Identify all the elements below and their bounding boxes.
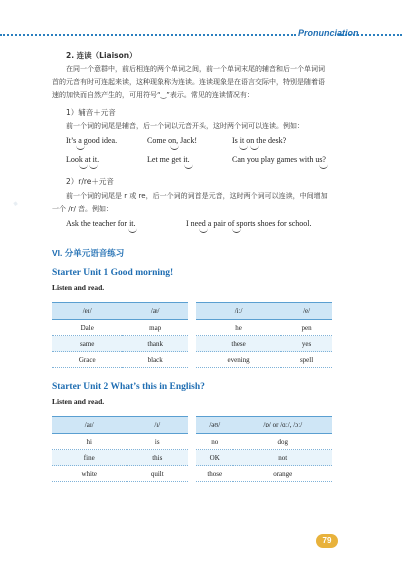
liaison-mark <box>184 164 193 169</box>
unit2-left-table <box>52 416 188 482</box>
word-cell: orange <box>233 466 332 482</box>
word-cell: yes <box>281 336 332 352</box>
sub1-title: 1）辅音＋元音 <box>66 108 116 117</box>
word-cell: hi <box>52 434 127 450</box>
word-cell: quilt <box>127 466 189 482</box>
phoneme-header: /əʊ/ <box>196 417 233 434</box>
example-2: Come on, Jack! <box>147 136 197 145</box>
liaison-mark <box>128 228 137 233</box>
liaison-mark <box>170 145 179 150</box>
phoneme-header: /ɒ/ or /ɑː/, /ɔː/ <box>233 417 332 434</box>
word-cell: dog <box>233 434 332 450</box>
example-1: It’s a good idea. <box>66 136 118 145</box>
word-cell: is <box>127 434 189 450</box>
unit1-listen: Listen and read. <box>52 283 105 292</box>
liaison-para-line-2: 首的元音有时可连起来读，这种现象称为连读。连读现象是在语言交际中，特别是随着语 <box>52 78 325 86</box>
sub1-desc: 前一个词的词尾是辅音，后一个词以元音开头，这时两个词可以连读。例如： <box>66 122 304 130</box>
word-cell: Dale <box>52 320 122 336</box>
word-cell: map <box>122 320 188 336</box>
phoneme-header: /e/ <box>281 303 332 320</box>
watermark: . <box>4 189 23 212</box>
example-3: Is it on the desk? <box>232 136 287 145</box>
example-5: Let me get it. <box>147 155 190 164</box>
example-7: Ask the teacher for it. <box>66 219 136 228</box>
section-title: VI. 分单元语音练习 <box>52 248 125 258</box>
word-cell: this <box>127 450 189 466</box>
unit2-title: Starter Unit 2 What’s this in English? <box>52 382 205 392</box>
phoneme-header: /eɪ/ <box>52 303 122 320</box>
phoneme-header: /iː/ <box>196 303 281 320</box>
page-number: 79 <box>316 534 338 548</box>
liaison-heading: 2. 连读（Liaison） <box>66 51 137 60</box>
phoneme-header: /aɪ/ <box>52 417 127 434</box>
sub2-desc-2: 一个 /r/ 音。例如： <box>52 205 114 213</box>
word-cell: these <box>196 336 281 352</box>
word-cell: black <box>122 352 188 368</box>
word-cell: white <box>52 466 127 482</box>
unit2-right-table <box>196 416 332 482</box>
example-4: Look at it. <box>66 155 100 164</box>
header-dotted-rule-right <box>338 34 402 36</box>
liaison-mark <box>76 145 85 150</box>
liaison-mark <box>319 164 328 169</box>
liaison-mark <box>232 228 241 233</box>
liaison-mark <box>250 145 259 150</box>
word-cell: evening <box>196 352 281 368</box>
word-cell: same <box>52 336 122 352</box>
word-cell: spell <box>281 352 332 368</box>
word-cell: OK <box>196 450 233 466</box>
phoneme-header: /ɪ/ <box>127 417 189 434</box>
liaison-para-line-1: 在同一个意群中，前后相连的两个单词之间，前一个单词末尾的辅音和后一个单词词 <box>66 65 325 73</box>
sub2-desc-1: 前一个词的词尾是 r 或 re，后一个词的词首是元音，这时两个词可以连读，中间增加 <box>66 192 328 200</box>
liaison-mark <box>89 164 98 169</box>
word-cell: pen <box>281 320 332 336</box>
liaison-para-line-3: 速的加快而自然产生的，可用符号“‿”表示。常见的连读情况有： <box>52 91 254 99</box>
unit2-listen: Listen and read. <box>52 397 105 406</box>
unit1-left-table <box>52 302 188 368</box>
word-cell: not <box>233 450 332 466</box>
liaison-mark <box>199 228 208 233</box>
word-cell: he <box>196 320 281 336</box>
example-8: I need a pair of sports shoes for school. <box>186 219 312 228</box>
word-cell: Grace <box>52 352 122 368</box>
example-6: Can you play games with us? <box>232 155 326 164</box>
header-dotted-rule <box>0 34 296 36</box>
phoneme-header: /æ/ <box>122 303 188 320</box>
liaison-mark <box>239 145 248 150</box>
word-cell: thank <box>122 336 188 352</box>
unit1-right-table <box>196 302 332 368</box>
word-cell: no <box>196 434 233 450</box>
word-cell: those <box>196 466 233 482</box>
unit1-title: Starter Unit 1 Good morning! <box>52 268 174 278</box>
sub2-title: 2）r/re＋元音 <box>66 177 114 186</box>
word-cell: fine <box>52 450 127 466</box>
liaison-mark <box>79 164 88 169</box>
header-title: Pronunciation <box>298 28 359 38</box>
